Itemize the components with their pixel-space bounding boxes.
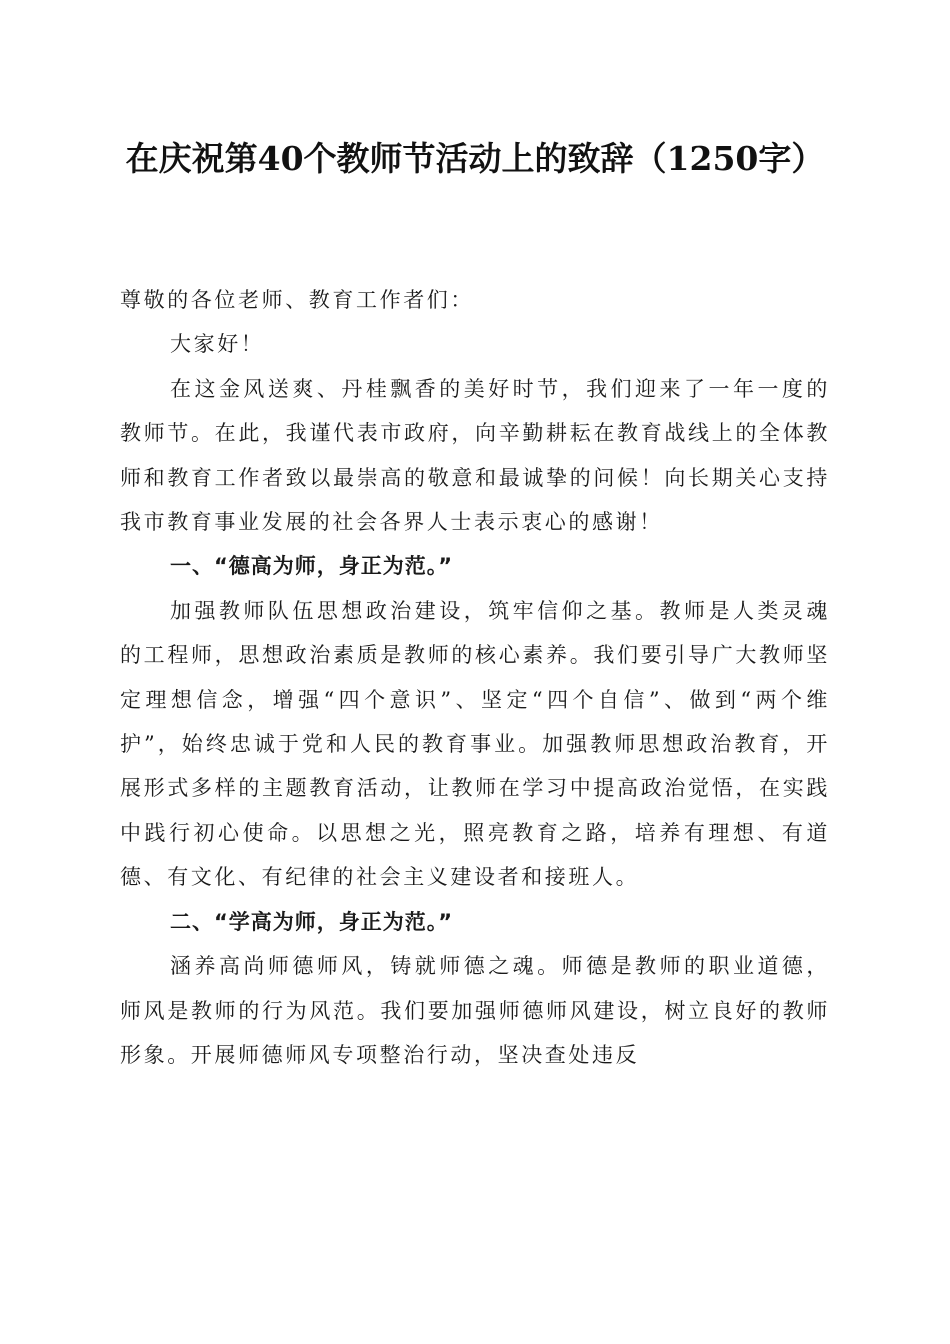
greeting: 大家好！: [170, 332, 265, 357]
section-heading-1: 一、“德高为师，身正为范。”: [170, 554, 454, 579]
document-title: 在庆祝第40个教师节活动上的致辞（1250字）: [125, 139, 825, 178]
document-body: [120, 278, 830, 1077]
salutation: 尊敬的各位老师、教育工作者们：: [120, 288, 474, 312]
section-paragraph-2: 涵养高尚师德师风，铸就师德之魂。师德是教师的职业道德，师风是教师的行为风范。我们要加强师德师风建设，树立良好的教师形象。开展师德师风专项整治行动，坚决查处违反: [120, 954, 830, 1067]
opening-paragraph: 在这金风送爽、丹桂飘香的美好时节，我们迎来了一年一度的教师节。在此，我谨代表市政府，向辛勤耕耘在教育战线上的全体教师和教育工作者致以最崇高的敬意和最诚挚的问候！向长期关心支持我市教育事业发展的社会各界人士表示衷心的感谢！: [120, 376, 830, 535]
section-heading-2: 二、“学高为师，身正为范。”: [170, 909, 454, 934]
section-paragraph-1: 加强教师队伍思想政治建设，筑牢信仰之基。教师是人类灵魂的工程师，思想政治素质是教师的核心素养。我们要引导广大教师坚定理想信念，增强“四个意识”、坚定“四个自信”、做到“两个维护”，始终忠诚于党和人民的教育事业。加强教师思想政治教育，开展形式多样的主题教育活动，让教师在学习中提高政治觉悟，在实践中践行初心使命。以思想之光，照亮教育之路，培养有理想、有道德、有文化、有纪律的社会主义建设者和接班人。: [120, 598, 830, 890]
